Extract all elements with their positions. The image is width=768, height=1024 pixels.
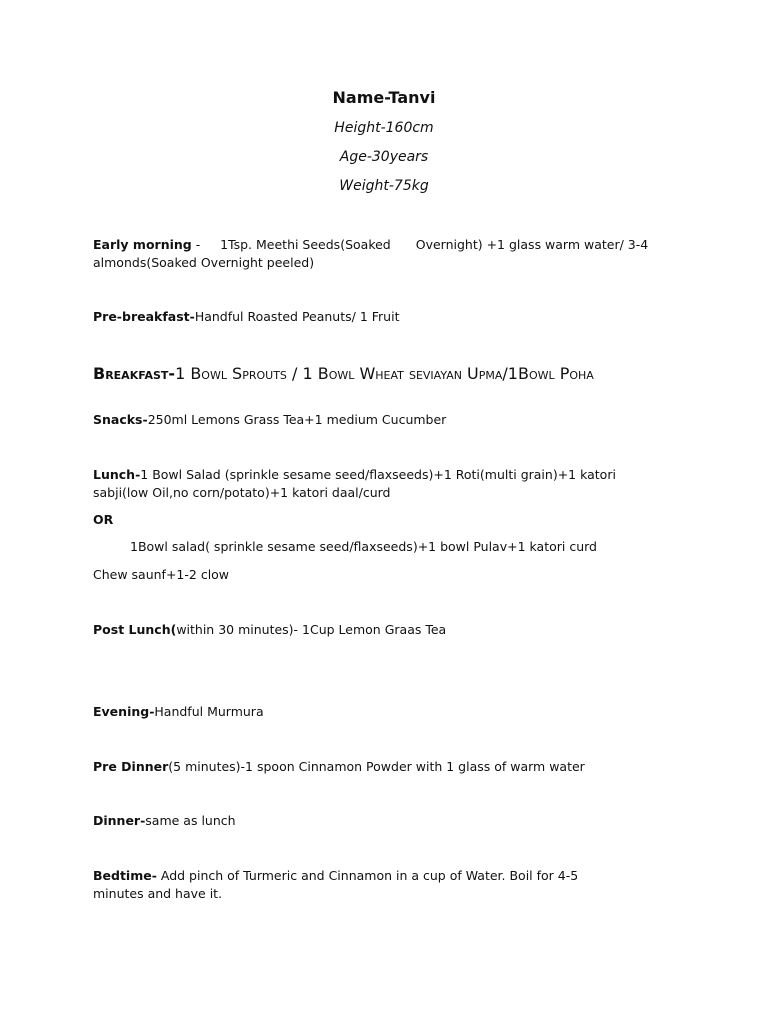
profile-name: Name-Tanvi [332,88,436,107]
early-morning-text-part2: Overnight) +1 glass warm water/ 3-4 [415,237,649,252]
snacks-text: 250ml Lemons Grass Tea+1 medium Cucumber [147,412,447,427]
lunch-after: Chew saunf+1-2 clow [93,567,230,582]
profile-weight: Weight-75kg [339,178,429,194]
bedtime-text-line1: Add pinch of Turmeric and Cinnamon in a cup of Water. Boil for 4-5 [156,868,579,883]
dinner-line [93,812,236,830]
snacks-label: Snacks- [93,412,148,427]
pre-dinner-text: (5 minutes)-1 spoon Cinnamon Powder with 1 glass of warm water [168,759,585,774]
evening-text: Handful Murmura [154,704,264,719]
bedtime-line-2: minutes and have it. [93,886,223,901]
lunch-line-1 [93,466,616,484]
pre-breakfast-line [93,308,399,326]
lunch-text-line1: 1 Bowl Salad (sprinkle sesame seed/flaxseeds)+1 Roti(multi grain)+1 katori [140,467,616,482]
early-morning-text-part1: - 1Tsp. Meethi Seeds(Soaked [191,237,391,252]
post-lunch-label: Post Lunch( [93,622,177,637]
lunch-or-label: OR [93,512,114,527]
dinner-label: Dinner- [93,813,146,828]
evening-line [93,703,264,721]
breakfast-label: Breakfast- [93,364,176,383]
evening-label: Evening- [93,704,155,719]
lunch-label: Lunch- [93,467,141,482]
pre-breakfast-label: Pre-breakfast- [93,309,195,324]
snacks-line [93,411,446,429]
pre-dinner-line [93,758,585,776]
bedtime-line-1 [93,867,578,885]
early-morning-line-1 [93,236,648,254]
early-morning-line-2: almonds(Soaked Overnight peeled) [93,255,315,270]
profile-age: Age-30years [339,149,429,165]
dinner-text: same as lunch [145,813,236,828]
post-lunch-text: within 30 minutes)- 1Cup Lemon Graas Tea [176,622,447,637]
early-morning-label: Early morning [93,237,192,252]
bedtime-label: Bedtime- [93,868,157,883]
lunch-alternative: 1Bowl salad( sprinkle sesame seed/flaxseeds)+1 bowl Pulav+1 katori curd [130,539,597,554]
post-lunch-line [93,621,446,639]
profile-height: Height-160cm [334,120,434,136]
pre-dinner-label: Pre Dinner [93,759,169,774]
breakfast-text: 1 Bowl Sprouts / 1 Bowl Wheat seviayan Upma/1Bowl Poha [175,364,594,383]
pre-breakfast-text: Handful Roasted Peanuts/ 1 Fruit [194,309,400,324]
breakfast-line [93,362,594,386]
lunch-line-2: sabji(low Oil,no corn/potato)+1 katori daal/curd [93,485,391,500]
